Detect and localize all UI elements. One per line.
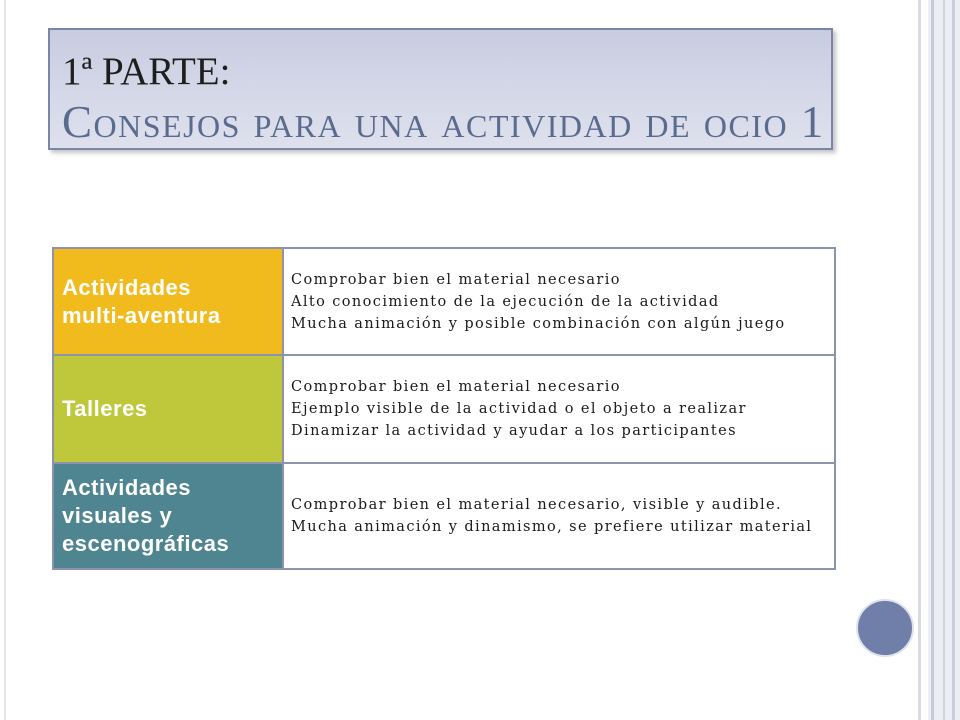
- tip-line: Dinamizar la actividad y ayudar a los participantes: [291, 423, 737, 439]
- tip-line: Mucha animación y dinamismo, se prefiere utilizar material: [291, 519, 813, 535]
- tip-line: Comprobar bien el material necesario, visible y audible.: [291, 497, 782, 513]
- slide-heading: 1ª PARTE:: [62, 50, 231, 93]
- tip-line: Comprobar bien el material necesario: [291, 271, 621, 288]
- title-box: [48, 28, 833, 150]
- accent-circle: [856, 599, 914, 657]
- category-cell-visuales: [54, 464, 282, 568]
- category-cell-talleres: [54, 356, 282, 462]
- right-rail-stripe: [952, 0, 955, 720]
- tips-cell-visuales: [284, 464, 834, 568]
- right-rail-line: [918, 0, 921, 720]
- category-cell-multi-aventura: [54, 249, 282, 354]
- tip-line: Alto conocimiento de la ejecución de la actividad: [291, 293, 720, 310]
- right-rail-stripe: [943, 0, 945, 720]
- right-rail-stripe: [931, 0, 934, 720]
- tips-cell-multi-aventura: [284, 249, 834, 354]
- category-label: Actividades visuales y escenográficas: [62, 475, 230, 556]
- left-edge-line: [4, 0, 6, 720]
- tips-table: [52, 247, 836, 570]
- slide-subtitle: Consejos para una actividad de ocio 1: [62, 97, 825, 147]
- tips-cell-talleres: [284, 356, 834, 462]
- tip-line: Comprobar bien el material necesario: [291, 379, 621, 395]
- category-label: Actividades multi-aventura: [62, 274, 221, 328]
- tip-line: Mucha animación y posible combinación con algún juego: [291, 315, 786, 332]
- category-label: Talleres: [62, 396, 148, 421]
- tip-line: Ejemplo visible de la actividad o el objeto a realizar: [291, 401, 747, 417]
